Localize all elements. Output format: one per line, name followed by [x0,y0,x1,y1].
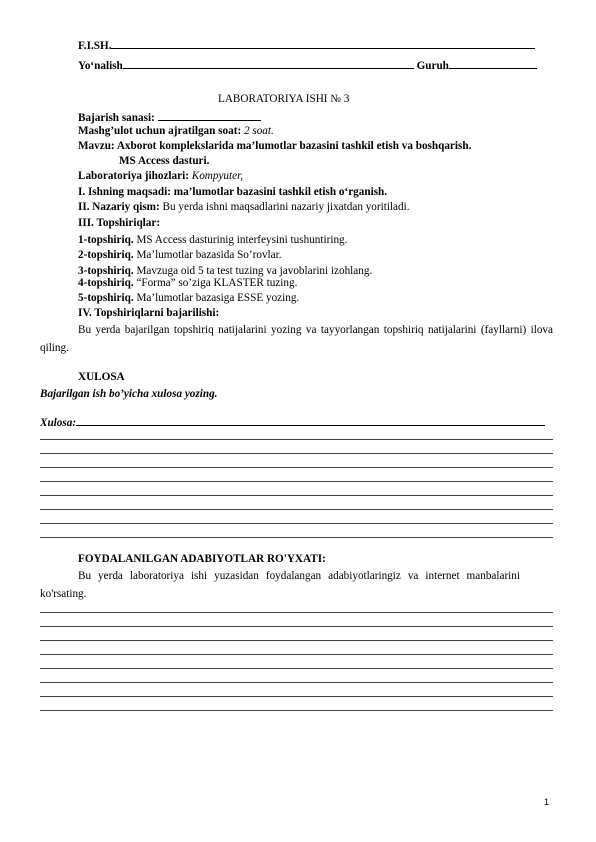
guruh-underline [449,58,537,69]
task-text: “Forma” so’ziga KLASTER tuzing. [133,277,298,289]
bajarish-sanasi-label: Bajarish sanasi: [78,112,158,124]
xulosa-label: Xulosa: [40,417,77,429]
adabiyot-writing-line[interactable] [40,696,553,697]
nazariy-text: Bu yerda ishni maqsadlarini nazariy jixatdan yoritiladi. [159,201,410,213]
xulosa-writing-line[interactable] [40,467,553,468]
guruh-label: Guruh [416,60,449,72]
task-text: Ma’lumotlar bazasida So’rovlar. [133,249,282,261]
nazariy-label: II. Nazariy qism: [78,201,160,213]
xulosa-writing-line[interactable] [40,439,553,440]
fish-underline [111,38,535,49]
yonalish-underline [123,58,414,69]
xulosa-field[interactable] [40,415,545,430]
nazariy-line [78,201,410,214]
yonalish-field[interactable] [78,58,537,73]
task-label: 4-topshiriq. [78,277,134,289]
soat-value: 2 soat. [241,125,274,137]
mavzu-line: Mavzu: Axborot komplekslarida ma’lumotlar bazasini tashkil etish va boshqarish. [78,140,472,152]
yonalish-label: Yo‘nalish [78,60,123,72]
task-item [78,234,347,247]
soat-line [78,125,274,138]
task-item [78,292,299,305]
mavzu-line-2: MS Access dasturi. [119,155,210,167]
fish-label: F.I.SH. [78,40,112,52]
adabiyot-writing-line[interactable] [40,668,553,669]
adabiyotlar-heading: FOYDALANILGAN ADABIYOTLAR RO'YXATI: [78,553,326,565]
adabiyot-writing-line[interactable] [40,612,553,613]
jihozlar-value: Kompyuter, [188,170,244,182]
topshiriqlar-heading: III. Topshiriqlar: [78,217,161,229]
xulosa-instruction: Bajarilgan ish bo’yicha xulosa yozing. [40,388,218,400]
jihozlar-line [78,170,243,183]
fish-field[interactable] [78,38,535,53]
xulosa-writing-line[interactable] [40,481,553,482]
xulosa-writing-line[interactable] [40,523,553,524]
xulosa-writing-line[interactable] [40,537,553,538]
jihozlar-label: Laboratoriya jihozlari: [78,170,189,182]
task-label: 1-topshiriq. [78,234,134,246]
bajarish-sanasi[interactable] [78,110,261,125]
xulosa-heading: XULOSA [78,371,125,383]
adabiyot-writing-line[interactable] [40,626,553,627]
task-label: 5-topshiriq. [78,292,134,304]
maqsad-heading: I. Ishning maqsadi: ma’lumotlar bazasini tashkil etish o‘rganish. [78,186,388,198]
xulosa-writing-line[interactable] [40,453,553,454]
xulosa-writing-line[interactable] [40,495,553,496]
soat-label: Mashg’ulot uchun ajratilgan soat: [78,125,242,137]
adabiyot-writing-line[interactable] [40,654,553,655]
page-number: 1 [544,797,550,807]
task-text: Mavzuga oid 5 ta test tuzing va javoblarini izohlang. [133,265,373,277]
task-text: MS Access dasturinig interfeysini tushuntiring. [133,234,348,246]
task-text: Ma’lumotlar bazasiga ESSE yozing. [133,292,300,304]
task-label: 3-topshiriq. [78,265,134,277]
adabiyot-writing-line[interactable] [40,710,553,711]
task-label: 2-topshiriq. [78,249,134,261]
page-title: LABORATORIYA ISHI № 3 [218,93,350,105]
adabiyotlar-paragraph: Bu yerda laboratoriya ishi yuzasidan foydalangan adabiyotlaringiz va internet manbalarini ko'rsating. [40,570,520,600]
xulosa-writing-line[interactable] [40,509,553,510]
adabiyot-writing-line[interactable] [40,640,553,641]
task-item [78,249,282,262]
bajarilishi-heading: IV. Topshiriqlarni bajarilishi: [78,307,220,319]
bajarish-sanasi-underline [158,110,261,121]
xulosa-underline [76,415,545,426]
task-item [78,277,297,290]
adabiyot-writing-line[interactable] [40,682,553,683]
bajarilishi-paragraph: Bu yerda bajarilgan topshiriq natijalarini yozing va tayyorlangan topshiriq natijalarini (fayllarni) ilova qiling. [40,324,553,354]
